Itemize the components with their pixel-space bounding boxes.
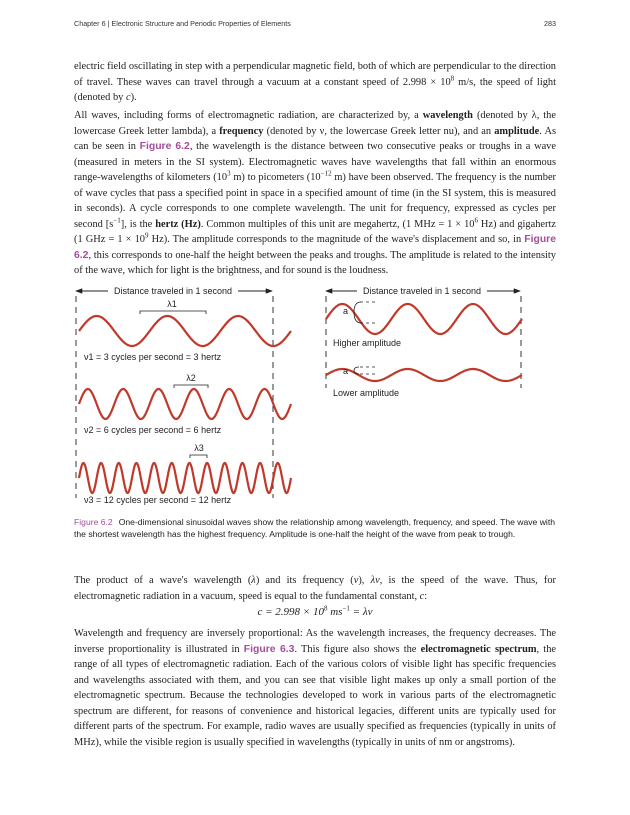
left-distance-title: Distance traveled in 1 second [113,286,233,296]
wave-12-hertz [79,463,291,493]
wave-6-hertz [79,389,291,419]
figure-link[interactable]: Figure 6.3 [243,643,295,655]
term-hertz: hertz (Hz) [155,218,201,230]
nu3-label: ν3 = 12 cycles per second = 12 hertz [84,495,232,505]
wave-figure [0,270,630,515]
paragraph-inverse-proportion: Wavelength and frequency are inversely proportional: As the wavelength increases, the frequency decreases. The inverse proportionality is illustrated in Figure 6.3. This figure also shows the electromagnetic spectrum, the range of all types of electromagnetic radiation. Each of the various colors of visible light has specific frequencies and wavelengths associated with them, and you can see that visible light makes up only a small portion of the electromagnetic spectrum. Because the technologies developed to work in various parts of the electromagnetic spectrum are different, for reasons of convenience and historical legacies, different units are typically used for different parts of the spectrum. For example, radio waves are usually specified as frequencies (typically in units of MHz), while the visible region is usually specified in wavelengths (typically in units of nm or angstroms). [74,628,556,748]
term-wavelength: wavelength [422,110,473,121]
lambda3-label: λ3 [194,443,204,453]
figure-link[interactable]: Figure 6.2 [139,141,190,152]
nu1-label: ν1 = 3 cycles per second = 3 hertz [84,352,222,362]
lambda2-label: λ2 [186,373,196,383]
lower-amplitude-label: Lower amplitude [333,388,400,398]
amp-high-symbol: a [343,306,349,316]
figure-link[interactable]: Figure 6.2 [74,234,556,261]
lambda2-bracket [174,385,208,388]
nu2-label: ν2 = 6 cycles per second = 6 hertz [84,425,222,435]
higher-amplitude-label: Higher amplitude [333,338,402,348]
term-frequency: frequency [219,125,264,137]
wave-lower-amplitude [326,369,522,381]
running-header: Chapter 6 | Electronic Structure and Periodic Properties of Elements [74,19,291,28]
lambda1-bracket [140,311,206,314]
term-amplitude: amplitude [494,125,540,137]
paragraph-wave-speed: The product of a wave's wavelength (λ) and its frequency (ν), λν, is the speed of the wave. Thus, for electromagnetic radiation in a vacuum, speed is equal to the fundamental constant, c: [74,575,556,602]
amp-low-symbol: a [343,366,349,376]
figure-caption [74,516,556,540]
caption-text: One-dimensional sinusoidal waves show the relationship among wavelength, frequency, and speed. The wave with the shortest wavelength has the highest frequency. Amplitude is one-half the height of the wave from peak to trough. [74,517,556,539]
wave-3-hertz [79,316,291,346]
right-distance-title: Distance traveled in 1 second [362,286,482,296]
lambda3-bracket [190,455,207,458]
lambda1-label: λ1 [167,299,177,309]
term-electromagnetic-spectrum: electromagnetic spectrum [420,643,537,655]
page-number: 283 [544,19,556,28]
caption-label: Figure 6.2 [74,517,113,527]
paragraph-intro: electric field oscillating in step with a perpendicular magnetic field, both of which are perpendicular to the direction of travel. These waves can travel through a vacuum at a constant speed of $2.998 \times 10^8$ m/s, the speed of light (denoted by c). [74,61,556,103]
paragraph-wave-properties: All waves, including forms of electromagnetic radiation, are characterized by, a wavelength (denoted by λ, the lowercase Greek letter lambda), a frequency (denoted by ν, the lowercase Greek letter nu), and an amplitude. As can be seen in Figure 6.2, the wavelength is the distance between two consecutive peaks or troughs in a wave (measured in meters in the SI system). Electromagnetic waves have wavelengths that fall within an enormous range-wavelengths of kilometers ($10^3$ m) to picometers ($10^{-12}$ m) have been observed. The frequency is the number of wave cycles that pass a specified point in space in a specified amount of time (in the SI system, this is measured in seconds). A cycle corresponds to one complete wavelength. The unit for frequency, expressed as cycles per second $[s^{-1}]$, is the hertz (Hz). Common multiples of this unit are megahertz, (1 MHz = $1 \times 10^6$ Hz) and gigahertz (1 GHz = $1 \times 10^9$ Hz). The amplitude corresponds to the magnitude of the wave's displacement and so, in Figure 6.2, this corresponds to one-half the height between the peaks and troughs. The amplitude is related to the intensity of the wave, which for light is the brightness, and for sound is the loudness. [74,110,557,276]
speed-of-light-equation: $c = 2.998 \times 10^8$ $ms^{-1} = \lambda\nu$ [257,604,373,618]
